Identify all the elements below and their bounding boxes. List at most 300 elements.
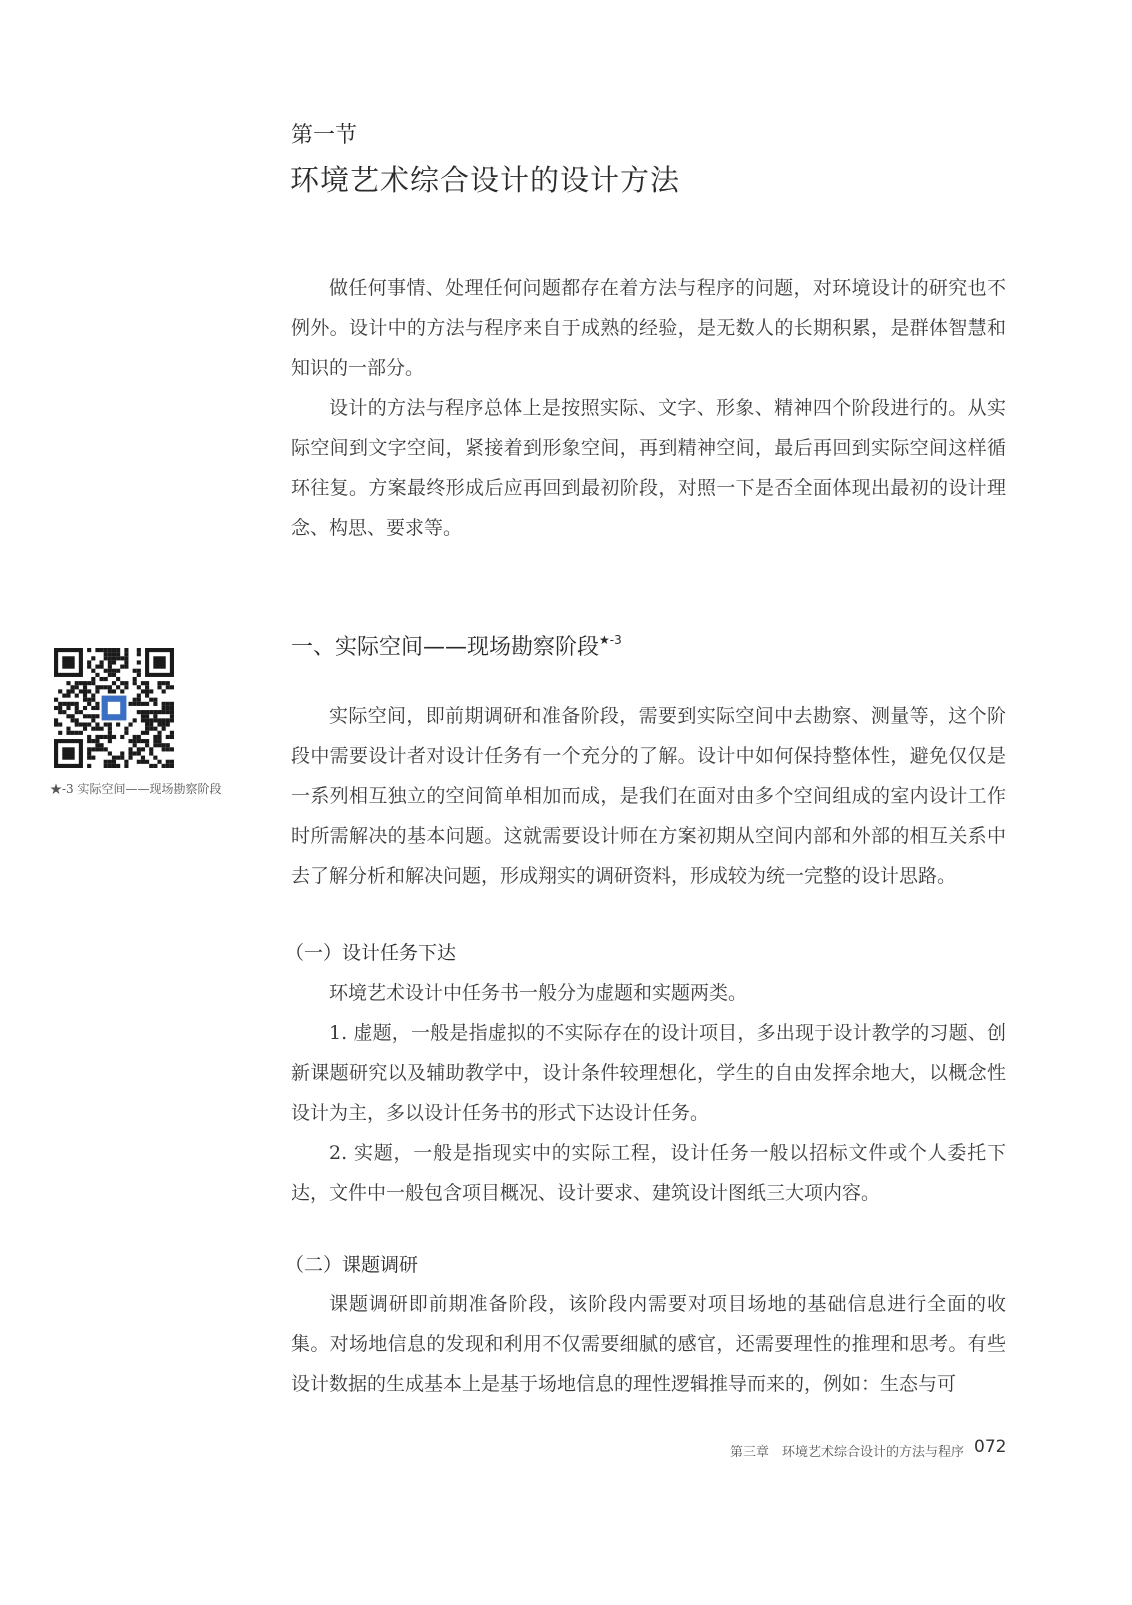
qr-module — [124, 764, 128, 768]
qr-module — [137, 702, 141, 706]
qr-module — [75, 722, 79, 726]
qr-module — [87, 648, 91, 652]
qr-module — [137, 648, 141, 652]
subsection-title-1: （一）设计任务下达 — [285, 942, 457, 964]
qr-module — [133, 718, 137, 722]
qr-module — [124, 656, 128, 660]
qr-module — [153, 739, 157, 743]
qr-module — [95, 722, 99, 726]
qr-module — [79, 731, 83, 735]
qr-module — [153, 714, 157, 718]
qr-module — [83, 706, 87, 710]
qr-module — [54, 722, 58, 726]
qr-module — [166, 718, 170, 722]
qr-module — [137, 652, 141, 656]
qr-module — [162, 727, 166, 731]
qr-module — [87, 702, 91, 706]
qr-module — [95, 706, 99, 710]
qr-module — [153, 756, 157, 760]
qr-module — [83, 727, 87, 731]
qr-module — [58, 722, 62, 726]
qr-module — [141, 760, 145, 764]
qr-module — [104, 760, 108, 764]
qr-module — [170, 718, 174, 722]
qr-module — [108, 660, 112, 664]
qr-module — [87, 714, 91, 718]
qr-module — [58, 731, 62, 735]
qr-module — [149, 751, 153, 755]
qr-module — [116, 669, 120, 673]
qr-module — [128, 751, 132, 755]
qr-module — [83, 685, 87, 689]
qr-module — [149, 718, 153, 722]
qr-code-image — [54, 648, 174, 768]
qr-module — [153, 718, 157, 722]
footer-chapter: 第三章 环境艺术综合设计的方法与程序 — [730, 1445, 965, 1460]
qr-module — [71, 714, 75, 718]
qr-module — [62, 702, 66, 706]
qr-module — [149, 764, 153, 768]
qr-module — [87, 747, 91, 751]
qr-module — [137, 685, 141, 689]
qr-module — [166, 735, 170, 739]
qr-module — [141, 756, 145, 760]
qr-module — [162, 710, 166, 714]
qr-module — [58, 689, 62, 693]
qr-module — [137, 694, 141, 698]
qr-module — [145, 731, 149, 735]
qr-module — [100, 743, 104, 747]
qr-module — [162, 722, 166, 726]
qr-module — [149, 722, 153, 726]
qr-module — [162, 764, 166, 768]
qr-module — [75, 685, 79, 689]
qr-module — [124, 652, 128, 656]
qr-module — [75, 694, 79, 698]
qr-module — [100, 735, 104, 739]
qr-module — [100, 727, 104, 731]
subsection-1-text — [291, 973, 1006, 1213]
qr-finder-center — [62, 747, 74, 759]
qr-module — [66, 689, 70, 693]
qr-module — [137, 710, 141, 714]
qr-module — [54, 706, 58, 710]
qr-module — [145, 702, 149, 706]
qr-module — [133, 735, 137, 739]
qr-module — [162, 718, 166, 722]
qr-module — [104, 747, 108, 751]
qr-module — [170, 702, 174, 706]
qr-module — [157, 739, 161, 743]
qr-module — [145, 689, 149, 693]
qr-module — [162, 702, 166, 706]
qr-module — [87, 756, 91, 760]
qr-module — [166, 702, 170, 706]
qr-module — [112, 656, 116, 660]
qr-module — [141, 731, 145, 735]
qr-module — [133, 681, 137, 685]
qr-module — [128, 747, 132, 751]
qr-module — [91, 677, 95, 681]
qr-module — [124, 648, 128, 652]
qr-module — [170, 735, 174, 739]
qr-module — [87, 698, 91, 702]
qr-module — [95, 648, 99, 652]
qr-module — [124, 685, 128, 689]
qr-module — [75, 706, 79, 710]
qr-module — [157, 710, 161, 714]
qr-module — [153, 743, 157, 747]
qr-module — [95, 714, 99, 718]
qr-module — [137, 747, 141, 751]
qr-module — [83, 694, 87, 698]
qr-module — [153, 764, 157, 768]
qr-module — [166, 706, 170, 710]
qr-module — [120, 689, 124, 693]
qr-module — [170, 760, 174, 764]
paragraph: 设计的方法与程序总体上是按照实际、文字、形象、精神四个阶段进行的。从实际空间到文字空间，紧接着到形象空间，再到精神空间，最后再回到实际空间这样循环往复。方案最终形成后应再回到最初阶段，对照一下是否全面体现出最初的设计理念、构思、要求等。 — [291, 397, 1006, 539]
qr-module — [166, 764, 170, 768]
qr-module — [83, 681, 87, 685]
qr-module — [124, 665, 128, 669]
qr-module — [66, 731, 70, 735]
paragraph: 实际空间，即前期调研和准备阶段，需要到实际空间中去勘察、测量等，这个阶段中需要设计者对设计任务有一个充分的了解。设计中如何保持整体性，避免仅仅是一系列相互独立的空间简单相加而成，是我们在面对由多个空间组成的室内设计工作时所需解决的基本问题。这就需要设计师在方案初期从空间内部和外部的相互关系中去了解分析和解决问题，形成翔实的调研资料，形成较为统一完整的设计思路。 — [291, 705, 1006, 887]
qr-module — [104, 685, 108, 689]
qr-module — [162, 747, 166, 751]
qr-module — [137, 739, 141, 743]
qr-module — [157, 718, 161, 722]
qr-module — [145, 760, 149, 764]
qr-module — [71, 702, 75, 706]
qr-module — [153, 702, 157, 706]
qr-module — [120, 735, 124, 739]
qr-module — [133, 739, 137, 743]
part1-text — [291, 696, 1006, 896]
page-number: 072 — [974, 1437, 1007, 1457]
qr-module — [170, 706, 174, 710]
paragraph: 做任何事情、处理任何问题都存在着方法与程序的问题，对环境设计的研究也不例外。设计中的方法与程序来自于成熟的经验，是无数人的长期积累，是群体智慧和知识的一部分。 — [291, 277, 1006, 379]
qr-module — [87, 735, 91, 739]
qr-module — [87, 739, 91, 743]
qr-module — [153, 735, 157, 739]
heading-marker: ★-3 — [599, 633, 622, 647]
qr-module — [128, 702, 132, 706]
qr-module — [95, 747, 99, 751]
qr-module — [91, 694, 95, 698]
qr-module — [95, 673, 99, 677]
qr-module — [71, 718, 75, 722]
qr-module — [170, 685, 174, 689]
qr-module — [149, 710, 153, 714]
qr-module — [91, 656, 95, 660]
qr-module — [71, 731, 75, 735]
qr-module — [71, 689, 75, 693]
qr-module — [91, 727, 95, 731]
qr-module — [112, 689, 116, 693]
qr-module — [145, 718, 149, 722]
qr-module — [157, 760, 161, 764]
qr-module — [166, 710, 170, 714]
qr-module — [104, 722, 108, 726]
qr-module — [58, 710, 62, 714]
qr-module — [87, 764, 91, 768]
qr-module — [79, 681, 83, 685]
qr-module — [104, 735, 108, 739]
qr-module — [162, 689, 166, 693]
qr-module — [91, 747, 95, 751]
qr-module — [83, 714, 87, 718]
paragraph: 1. 虚题，一般是指虚拟的不实际存在的设计项目，多出现于设计教学的习题、创新课题研究以及辅助教学中，设计条件较理想化，学生的自由发挥余地大，以概念性设计为主，多以设计任务书的形式下达设计任务。 — [291, 1022, 1006, 1124]
qr-module — [108, 760, 112, 764]
qr-module — [95, 689, 99, 693]
qr-module — [157, 731, 161, 735]
qr-module — [95, 727, 99, 731]
qr-module — [124, 731, 128, 735]
heading-practical-space — [291, 630, 622, 661]
qr-module — [54, 718, 58, 722]
qr-code[interactable] — [54, 648, 174, 768]
qr-module — [153, 710, 157, 714]
qr-module — [133, 677, 137, 681]
qr-module — [149, 747, 153, 751]
qr-module — [62, 710, 66, 714]
qr-module — [112, 673, 116, 677]
qr-module — [166, 747, 170, 751]
qr-module — [133, 698, 137, 702]
qr-module — [116, 764, 120, 768]
qr-caption: ★-3 实际空间——现场勘察阶段 — [50, 782, 222, 796]
qr-module — [91, 718, 95, 722]
qr-module — [75, 718, 79, 722]
paragraph: 2. 实题，一般是指现实中的实际工程，设计任务一般以招标文件或个人委托下达，文件中一般包含项目概况、设计要求、建筑设计图纸三大项内容。 — [291, 1142, 1006, 1204]
qr-module — [58, 706, 62, 710]
qr-module — [141, 718, 145, 722]
intro-text — [291, 268, 1006, 548]
qr-module — [108, 764, 112, 768]
qr-module — [141, 747, 145, 751]
qr-module — [145, 685, 149, 689]
qr-module — [141, 739, 145, 743]
qr-module — [170, 714, 174, 718]
qr-module — [133, 751, 137, 755]
qr-module — [116, 677, 120, 681]
qr-module — [141, 714, 145, 718]
qr-module — [120, 681, 124, 685]
qr-module — [87, 751, 91, 755]
qr-module — [100, 747, 104, 751]
qr-module — [95, 665, 99, 669]
qr-module — [116, 648, 120, 652]
qr-module — [124, 660, 128, 664]
qr-module — [95, 739, 99, 743]
qr-module — [149, 689, 153, 693]
qr-module — [166, 743, 170, 747]
qr-module — [87, 681, 91, 685]
qr-module — [100, 665, 104, 669]
qr-module — [108, 656, 112, 660]
qr-module — [137, 660, 141, 664]
qr-module — [87, 665, 91, 669]
qr-module — [91, 739, 95, 743]
qr-module — [137, 669, 141, 673]
qr-module — [100, 660, 104, 664]
qr-finder-center — [62, 656, 74, 668]
qr-module — [133, 669, 137, 673]
qr-module — [112, 764, 116, 768]
qr-module — [124, 760, 128, 764]
qr-module — [137, 673, 141, 677]
qr-module — [112, 669, 116, 673]
qr-module — [108, 665, 112, 669]
qr-module — [166, 722, 170, 726]
qr-module — [120, 751, 124, 755]
section-label: 第一节 — [291, 123, 358, 148]
qr-module — [108, 735, 112, 739]
qr-module — [79, 722, 83, 726]
qr-module — [170, 764, 174, 768]
qr-module — [124, 681, 128, 685]
qr-module — [108, 648, 112, 652]
qr-module — [87, 689, 91, 693]
qr-module — [145, 710, 149, 714]
qr-module — [75, 702, 79, 706]
qr-module — [157, 722, 161, 726]
qr-module — [157, 685, 161, 689]
heading-text: 一、实际空间——现场勘察阶段 — [291, 635, 600, 660]
qr-module — [95, 735, 99, 739]
qr-module — [145, 694, 149, 698]
qr-module — [54, 698, 58, 702]
qr-module — [108, 685, 112, 689]
qr-module — [141, 710, 145, 714]
qr-module — [66, 727, 70, 731]
qr-module — [66, 681, 70, 685]
qr-module — [108, 731, 112, 735]
qr-module — [166, 681, 170, 685]
qr-module — [162, 681, 166, 685]
qr-module — [112, 681, 116, 685]
qr-module — [108, 689, 112, 693]
qr-module — [145, 714, 149, 718]
qr-module — [153, 698, 157, 702]
subsection-title-2: （二）课题调研 — [285, 1254, 419, 1276]
qr-module — [112, 735, 116, 739]
qr-module — [108, 739, 112, 743]
qr-module — [104, 677, 108, 681]
qr-module — [91, 669, 95, 673]
qr-module — [100, 648, 104, 652]
qr-logo-mark — [108, 702, 120, 714]
qr-module — [108, 669, 112, 673]
qr-module — [83, 722, 87, 726]
qr-module — [116, 652, 120, 656]
qr-module — [75, 731, 79, 735]
section-title: 环境艺术综合设计的设计方法 — [290, 163, 681, 197]
qr-module — [141, 702, 145, 706]
qr-module — [162, 743, 166, 747]
qr-module — [116, 756, 120, 760]
qr-module — [145, 722, 149, 726]
qr-module — [120, 756, 124, 760]
qr-finder-center — [153, 656, 165, 668]
qr-module — [83, 698, 87, 702]
qr-module — [108, 652, 112, 656]
qr-module — [87, 660, 91, 664]
qr-module — [108, 673, 112, 677]
qr-module — [87, 722, 91, 726]
qr-module — [145, 743, 149, 747]
qr-module — [66, 714, 70, 718]
qr-module — [116, 722, 120, 726]
qr-module — [66, 706, 70, 710]
qr-module — [128, 739, 132, 743]
qr-module — [83, 689, 87, 693]
qr-module — [137, 751, 141, 755]
qr-module — [166, 760, 170, 764]
qr-module — [120, 665, 124, 669]
qr-module — [100, 685, 104, 689]
qr-module — [108, 751, 112, 755]
qr-module — [128, 756, 132, 760]
qr-module — [116, 656, 120, 660]
qr-module — [112, 648, 116, 652]
qr-module — [104, 656, 108, 660]
qr-module — [108, 722, 112, 726]
qr-module — [137, 760, 141, 764]
qr-module — [75, 681, 79, 685]
qr-module — [133, 743, 137, 747]
subsection-2-text — [291, 1284, 1006, 1404]
qr-module — [120, 656, 124, 660]
qr-module — [112, 760, 116, 764]
qr-module — [124, 727, 128, 731]
qr-module — [79, 710, 83, 714]
qr-module — [58, 702, 62, 706]
qr-module — [95, 685, 99, 689]
qr-module — [157, 743, 161, 747]
qr-module — [66, 694, 70, 698]
qr-module — [104, 764, 108, 768]
qr-module — [141, 689, 145, 693]
qr-module — [112, 756, 116, 760]
qr-module — [128, 722, 132, 726]
qr-module — [79, 689, 83, 693]
qr-module — [157, 735, 161, 739]
qr-module — [66, 702, 70, 706]
qr-module — [170, 747, 174, 751]
qr-module — [95, 743, 99, 747]
qr-module — [145, 727, 149, 731]
qr-module — [91, 714, 95, 718]
qr-module — [137, 735, 141, 739]
qr-module — [91, 756, 95, 760]
qr-module — [95, 702, 99, 706]
qr-module — [91, 706, 95, 710]
qr-module — [100, 677, 104, 681]
qr-module — [112, 652, 116, 656]
qr-module — [170, 731, 174, 735]
qr-module — [91, 681, 95, 685]
qr-module — [133, 702, 137, 706]
qr-module — [141, 681, 145, 685]
qr-module — [71, 685, 75, 689]
qr-module — [149, 698, 153, 702]
qr-module — [137, 698, 141, 702]
qr-module — [116, 685, 120, 689]
qr-module — [145, 739, 149, 743]
paragraph: 课题调研即前期准备阶段，该阶段内需要对项目场地的基础信息进行全面的收集。对场地信息的发现和利用不仅需要细腻的感官，还需要理性的推理和思考。有些设计数据的生成基本上是基于场地信息的理性逻辑推导而来的，例如：生态与可 — [291, 1293, 1006, 1395]
qr-module — [170, 710, 174, 714]
